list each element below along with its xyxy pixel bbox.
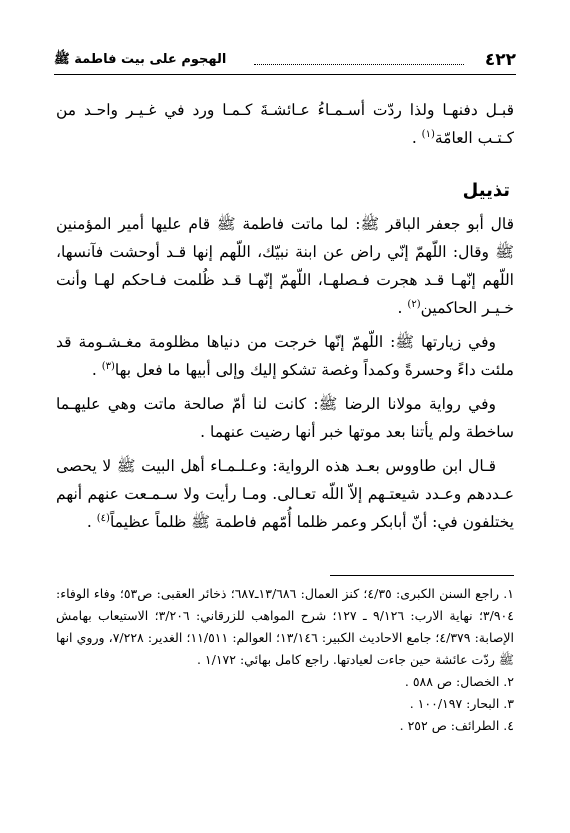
footnote-4: ٤. الطرائف: ص ٢٥٢ .: [399, 718, 514, 733]
footnote-ref: (٤): [96, 512, 110, 524]
paragraph-rida: وفي رواية مولانا الرضا ﷺ: كانت لنا أمّ صالحة ماتت وهي عليهـما ساخطة ولم يأتنا بعد موتها خبر أنها رضيت عنهما .: [56, 395, 514, 441]
footnote-ref: (٣): [101, 360, 115, 372]
header-rule: [54, 74, 516, 75]
running-title: الهجوم على بيت فاطمة ﷺ: [54, 52, 227, 67]
paragraph-ibn-tawus: قـال ابن طاووس بعـد هذه الرواية: وعـلـمـاء أهل البيت ﷺ لا يحصى عـددهم وعـدد شيعتـهم إلاّ اللّه تعـالى. ومـا رأيت ولا سـمـعت عنهم أنهم يختلفون في: أنّ أبابكر وعمر ظلما أُمّهم فاطمة ﷺ ظلماً عظيماً$^{(٤)}$ .: [56, 457, 514, 531]
intro-text: قبـل دفنهـا ولذا ردّت أسـمـاءُ عـائشـةَ كـمـا ورد في غـيـر واحـد من كـتـب العامّة: [56, 101, 514, 147]
paragraph-ziyarah: وفي زيارتها ﷺ: اللّهمّ إنّها خرجت من دنياها مظلومة مغـشـومة قد ملئت داءً وحسرةً وكمداً وغصة تشكو إليك وإلى أبيها ما فعل بها$^{(٣)}$ .: [56, 333, 514, 379]
paragraph-baqir: قال أبو جعفر الباقر ﷺ: لما ماتت فاطمة ﷺ قام عليها أمير المؤمنين ﷺ وقال: اللّهمّ إنّي راض عن ابنة نبيّك، اللّهم إنها قـد أوحشت فآنسها، اللّهم إنّهـا قـد هجرت فـصلهـا، اللّهمّ إنّهـا قـد ظُلمت فـاحكم لهـا وأنت خـيـر الحاكمين$^{(٢)}$ .: [56, 215, 514, 317]
footnote-2: ٢. الخصال: ص ٥٨٨ .: [404, 674, 514, 689]
dotted-leader: [254, 64, 464, 65]
footnote-separator: [330, 575, 514, 576]
section-heading: تذييل: [462, 180, 510, 201]
footnote-3: ٣. البحار: ١٠٠/١٩٧ .: [409, 696, 514, 711]
main-text: [56, 210, 514, 536]
page-header: [54, 48, 516, 74]
intro-paragraph: [56, 96, 514, 152]
footnote-1: ١. راجع السنن الكبرى: ٤/٣٥؛ كنز العمال: ١٣/٦٨٦ـ٦٨٧؛ ذخائر العقبى: ص٥٣؛ وفاء الوفاء: ٣/٩٠٤؛ نهاية الارب: ٩/١٢٦ ـ ١٢٧؛ شرح المواهب للزرقاني: ٣/٢٠٦؛ الاستيعاب بهامش الإصابة: ٤/٣٧٩؛ جامع الاحاديث الكبير: ١٣/١٤٦؛ العوالم: ١١/٥١١؛ الغدير: ٧/٢٢٨، وروي انها ﷺ ردّت عائشة حين جاءت لعيادتها. راجع كامل بهائي: ١/١٧٢ .: [56, 586, 515, 667]
footnote-ref: (١): [421, 128, 435, 140]
footnote-ref: (٢): [407, 298, 421, 310]
intro-end: .: [411, 129, 422, 147]
page-number: ٤٢٢: [484, 50, 516, 70]
footnotes: [56, 583, 514, 737]
